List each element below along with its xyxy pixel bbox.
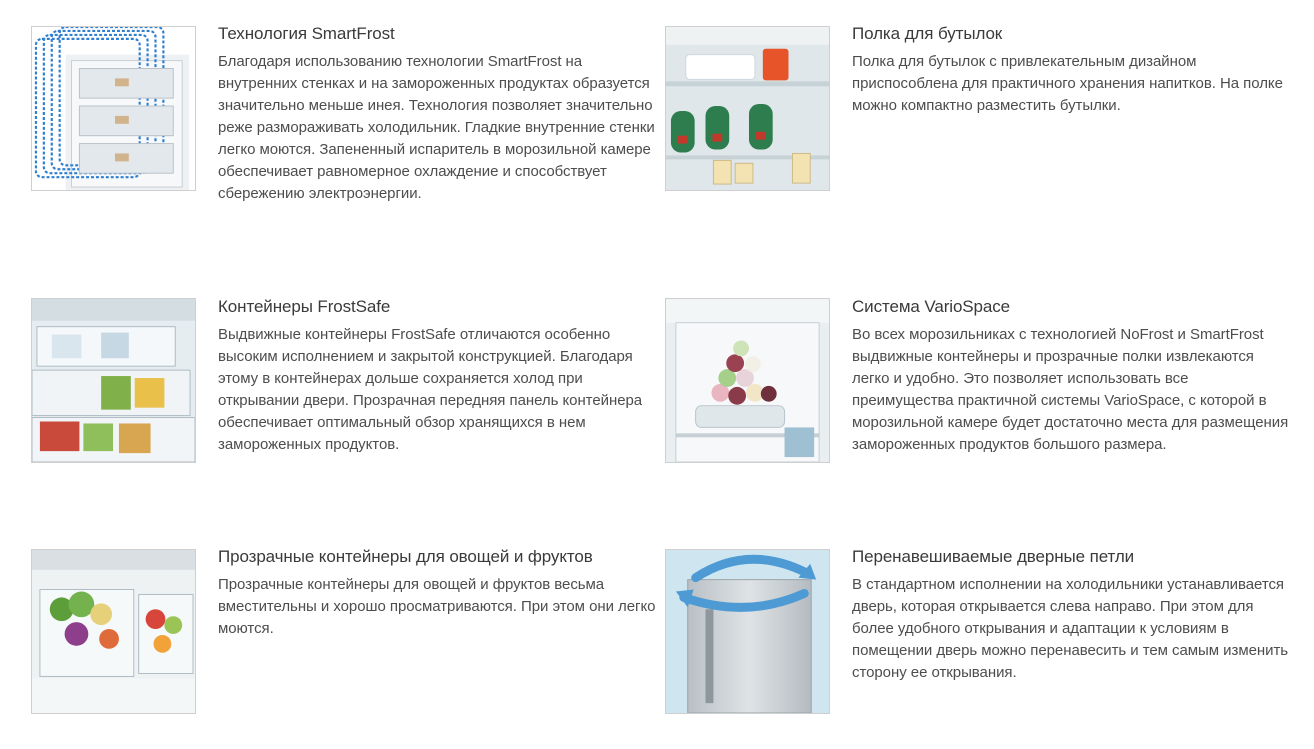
feature-description: Полка для бутылок с привлекательным дизайном приспособлена для практичного хранения напитков. На полке можно компактно разместить бутылки.: [852, 53, 1283, 114]
variospace-text: [852, 297, 1292, 456]
feature-title: Полка для бутылок: [852, 24, 1003, 43]
smartfrost-image: [31, 26, 196, 191]
vegetable-containers-text: [218, 547, 658, 640]
bottle-shelf-text: [852, 24, 1292, 117]
vegetable-containers-image: [31, 549, 196, 714]
frostsafe-text: [218, 297, 658, 456]
bottle-shelf-image: [665, 26, 830, 191]
feature-description: Прозрачные контейнеры для овощей и фруктов весьма вместительны и хорошо просматриваются. При этом они легко моются.: [218, 576, 656, 637]
feature-description: Благодаря использованию технологии SmartFrost на внутренних стенках и на замороженных продуктах образуется значительно меньше инея. Технология позволяет значительно реже размораживать холодильник. Гладкие внутренние стенки легко моются. Запененный испаритель в морозильной камере обеспечивает равномерное охлаждение и способствует сбережению электроэнергии.: [218, 53, 655, 202]
door-hinges-image: [665, 549, 830, 714]
feature-title: Контейнеры FrostSafe: [218, 297, 391, 316]
frostsafe-image: [31, 298, 196, 463]
door-hinges-text: [852, 547, 1292, 684]
feature-title: Технология SmartFrost: [218, 24, 395, 43]
feature-title: Перенавешиваемые дверные петли: [852, 547, 1135, 566]
feature-description: Выдвижные контейнеры FrostSafe отличаются особенно высоким исполнением и закрытой конструкцией. Благодаря этому в контейнерах дольше сохраняется холод при открывании двери. Прозрачная передняя панель контейнера обеспечивает оптимальный обзор хранящихся в нем замороженных продуктов.: [218, 326, 643, 453]
variospace-image: [665, 298, 830, 463]
feature-description: В стандартном исполнении на холодильники устанавливается дверь, которая открывается слева направо. При этом для более удобного открывания и адаптации к условиям в помещении дверь можно перенавесить и тем самым изменить сторону ее открывания.: [852, 576, 1289, 681]
feature-title: Прозрачные контейнеры для овощей и фруктов: [218, 547, 593, 566]
feature-description: Во всех морозильниках с технологией NoFrost и SmartFrost выдвижные контейнеры и прозрачные полки извлекаются легко и удобно. Это позволяет использовать все преимущества практичной системы VarioSpace, с которой в морозильной камере будет достаточно места для размещения замороженных продуктов большого размера.: [852, 326, 1289, 453]
smartfrost-text: [218, 24, 658, 205]
feature-title: Система VarioSpace: [852, 297, 1011, 316]
